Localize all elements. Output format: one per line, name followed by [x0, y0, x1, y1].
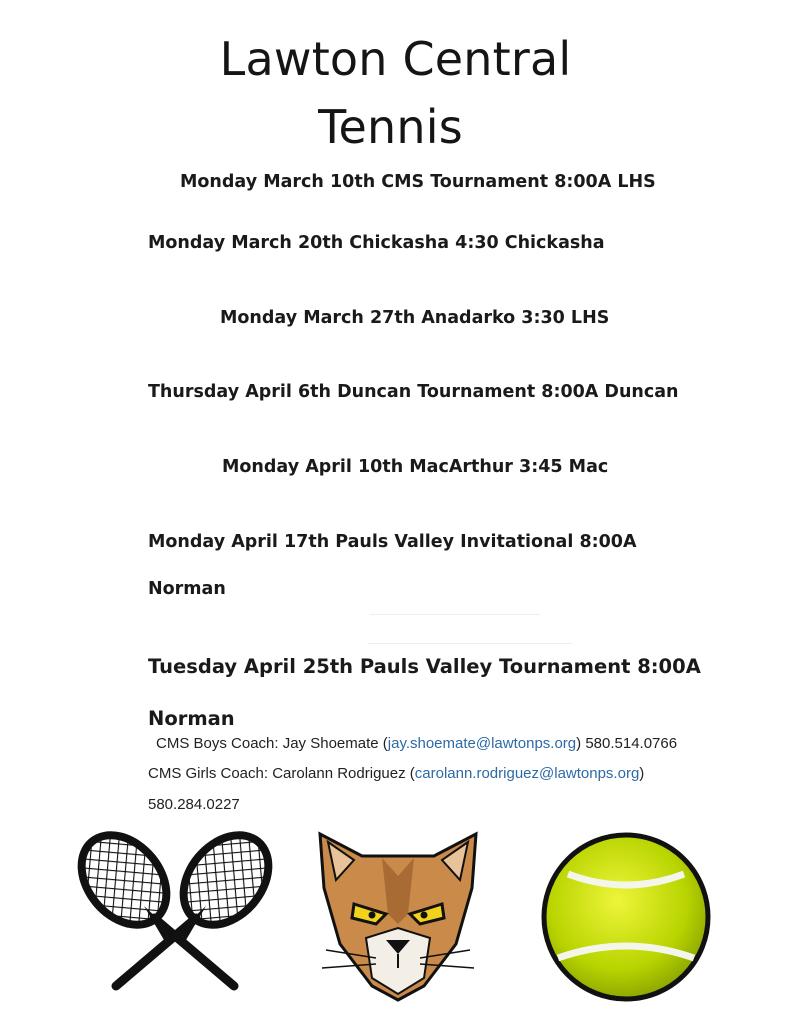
event-4: Thursday April 6th Duncan Tournament 8:00A Duncan [148, 382, 679, 402]
boys-coach-label: CMS Boys Coach: Jay Shoemate ( [156, 735, 388, 752]
event-7-location: Norman [148, 707, 235, 730]
event-1: Monday March 10th CMS Tournament 8:00A LHS [180, 172, 656, 192]
event-2: Monday March 20th Chickasha 4:30 Chickasha [148, 233, 605, 253]
event-6: Monday April 17th Pauls Valley Invitational 8:00A [148, 532, 637, 552]
event-7: Tuesday April 25th Pauls Valley Tournament 8:00A [148, 655, 701, 678]
event-6-location: Norman [148, 579, 226, 599]
page-title-line-1: Lawton Central [219, 32, 572, 86]
boys-coach-info [156, 735, 677, 752]
girls-coach-info [148, 765, 644, 782]
tennis-ball-icon [538, 830, 714, 1004]
event-5: Monday April 10th MacArthur 3:45 Mac [222, 457, 609, 477]
cougar-mascot-icon [306, 828, 490, 1004]
boys-coach-email-link[interactable]: jay.shoemate@lawtonps.org [387, 735, 577, 752]
page-title-line-2: Tennis [318, 100, 463, 154]
boys-coach-phone: ) 580.514.0766 [576, 735, 678, 752]
girls-coach-label: CMS Girls Coach: Carolann Rodriguez ( [148, 765, 415, 782]
event-3: Monday March 27th Anadarko 3:30 LHS [220, 308, 610, 328]
divider-line [370, 614, 540, 615]
girls-coach-phone: 580.284.0227 [148, 796, 240, 813]
girls-coach-email-link[interactable]: carolann.rodriguez@lawtonps.org [414, 765, 640, 782]
girls-coach-paren: ) [639, 765, 645, 782]
divider-line [368, 643, 572, 644]
crossed-tennis-rackets-icon [72, 828, 278, 992]
